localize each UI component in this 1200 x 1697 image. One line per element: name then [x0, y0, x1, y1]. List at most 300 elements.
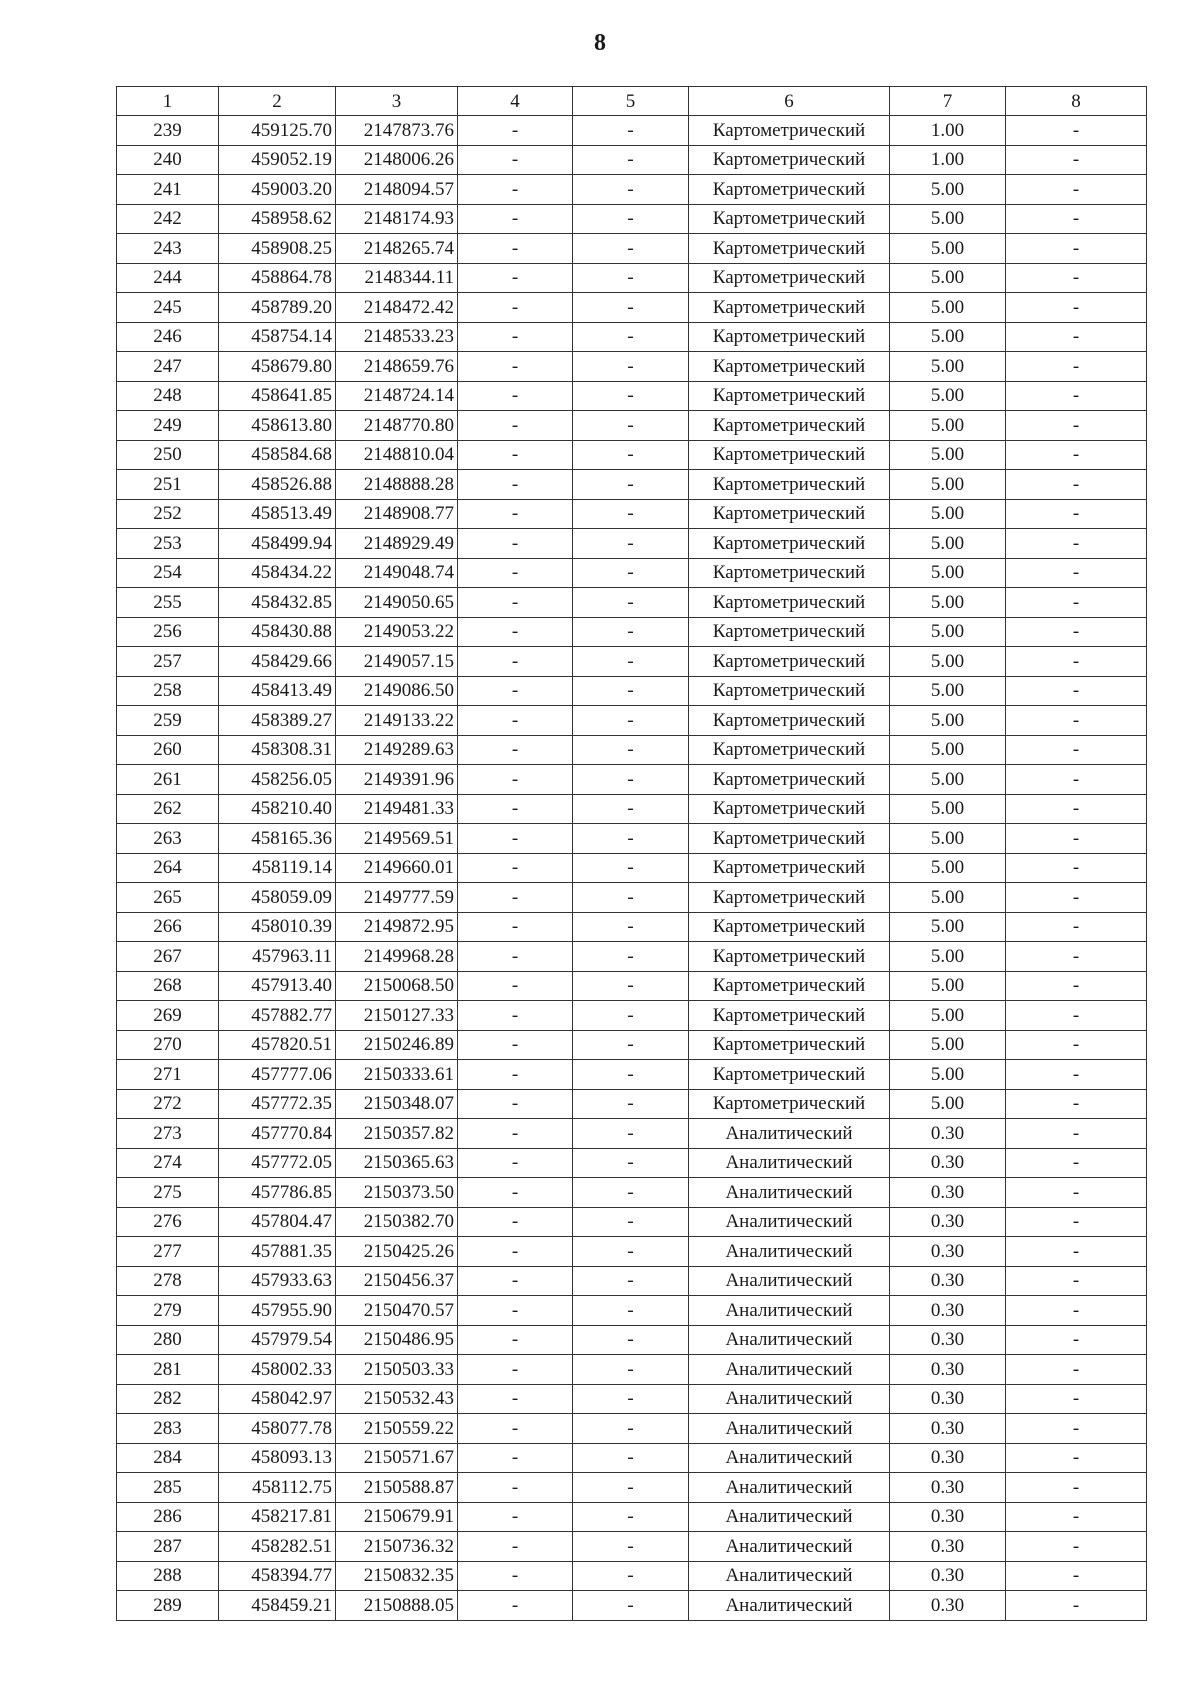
table-row: [117, 942, 1147, 972]
cell-y-coordinate: 2149048.74: [336, 558, 458, 588]
cell-method: Картометрический: [689, 263, 890, 293]
cell-point-number: 266: [117, 912, 219, 942]
cell-col-5: -: [573, 1119, 689, 1149]
table-row: [117, 204, 1147, 234]
cell-point-number: 253: [117, 529, 219, 559]
table-row: [117, 765, 1147, 795]
cell-col-8: -: [1006, 1178, 1147, 1208]
coordinates-table: [116, 86, 1147, 1621]
cell-x-coordinate: 459003.20: [219, 175, 336, 205]
cell-col-8: -: [1006, 1502, 1147, 1532]
cell-x-coordinate: 457772.05: [219, 1148, 336, 1178]
cell-method: Картометрический: [689, 175, 890, 205]
cell-col-4: -: [458, 145, 573, 175]
cell-col-8: -: [1006, 1148, 1147, 1178]
cell-method: Картометрический: [689, 145, 890, 175]
cell-x-coordinate: 458459.21: [219, 1591, 336, 1621]
cell-y-coordinate: 2148174.93: [336, 204, 458, 234]
table-row: [117, 322, 1147, 352]
table-row: [117, 735, 1147, 765]
cell-method: Картометрический: [689, 411, 890, 441]
cell-method: Картометрический: [689, 529, 890, 559]
cell-y-coordinate: 2148724.14: [336, 381, 458, 411]
cell-col-4: -: [458, 617, 573, 647]
table-row: [117, 263, 1147, 293]
cell-x-coordinate: 458112.75: [219, 1473, 336, 1503]
cell-point-number: 281: [117, 1355, 219, 1385]
cell-x-coordinate: 458958.62: [219, 204, 336, 234]
cell-col-8: -: [1006, 293, 1147, 323]
cell-col-8: -: [1006, 470, 1147, 500]
table-row: [117, 529, 1147, 559]
cell-y-coordinate: 2148533.23: [336, 322, 458, 352]
cell-method: Картометрический: [689, 794, 890, 824]
cell-accuracy: 0.30: [890, 1591, 1006, 1621]
cell-method: Картометрический: [689, 676, 890, 706]
cell-point-number: 254: [117, 558, 219, 588]
cell-accuracy: 5.00: [890, 706, 1006, 736]
cell-method: Картометрический: [689, 440, 890, 470]
cell-point-number: 282: [117, 1384, 219, 1414]
cell-x-coordinate: 458059.09: [219, 883, 336, 913]
cell-accuracy: 0.30: [890, 1296, 1006, 1326]
cell-y-coordinate: 2150503.33: [336, 1355, 458, 1385]
cell-x-coordinate: 457770.84: [219, 1119, 336, 1149]
cell-point-number: 270: [117, 1030, 219, 1060]
table-row: [117, 588, 1147, 618]
cell-col-4: -: [458, 175, 573, 205]
cell-point-number: 272: [117, 1089, 219, 1119]
cell-col-5: -: [573, 1591, 689, 1621]
cell-method: Картометрический: [689, 735, 890, 765]
cell-point-number: 279: [117, 1296, 219, 1326]
cell-accuracy: 5.00: [890, 676, 1006, 706]
cell-method: Аналитический: [689, 1384, 890, 1414]
cell-col-4: -: [458, 1384, 573, 1414]
cell-y-coordinate: 2149289.63: [336, 735, 458, 765]
cell-col-4: -: [458, 1296, 573, 1326]
table-row: [117, 1443, 1147, 1473]
table-row: [117, 1001, 1147, 1031]
table-row: [117, 1266, 1147, 1296]
cell-col-8: -: [1006, 794, 1147, 824]
cell-method: Картометрический: [689, 853, 890, 883]
cell-col-4: -: [458, 647, 573, 677]
cell-col-4: -: [458, 1532, 573, 1562]
cell-col-4: -: [458, 1502, 573, 1532]
cell-point-number: 260: [117, 735, 219, 765]
table-row: [117, 1414, 1147, 1444]
cell-col-5: -: [573, 1060, 689, 1090]
cell-col-8: -: [1006, 1561, 1147, 1591]
cell-accuracy: 5.00: [890, 558, 1006, 588]
cell-x-coordinate: 458165.36: [219, 824, 336, 854]
cell-y-coordinate: 2147873.76: [336, 116, 458, 146]
cell-col-4: -: [458, 1473, 573, 1503]
cell-accuracy: 5.00: [890, 263, 1006, 293]
cell-accuracy: 5.00: [890, 322, 1006, 352]
cell-col-4: -: [458, 942, 573, 972]
cell-accuracy: 5.00: [890, 942, 1006, 972]
cell-y-coordinate: 2150068.50: [336, 971, 458, 1001]
cell-method: Аналитический: [689, 1502, 890, 1532]
table-row: [117, 293, 1147, 323]
cell-accuracy: 5.00: [890, 1030, 1006, 1060]
cell-y-coordinate: 2149660.01: [336, 853, 458, 883]
cell-y-coordinate: 2150679.91: [336, 1502, 458, 1532]
cell-col-5: -: [573, 175, 689, 205]
cell-method: Картометрический: [689, 352, 890, 382]
cell-x-coordinate: 458093.13: [219, 1443, 336, 1473]
cell-point-number: 262: [117, 794, 219, 824]
cell-accuracy: 5.00: [890, 234, 1006, 264]
cell-col-8: -: [1006, 853, 1147, 883]
cell-y-coordinate: 2150486.95: [336, 1325, 458, 1355]
cell-col-5: -: [573, 824, 689, 854]
cell-point-number: 250: [117, 440, 219, 470]
cell-accuracy: 5.00: [890, 1089, 1006, 1119]
cell-point-number: 286: [117, 1502, 219, 1532]
cell-col-8: -: [1006, 1591, 1147, 1621]
cell-y-coordinate: 2150470.57: [336, 1296, 458, 1326]
page-number: 8: [594, 30, 606, 56]
cell-col-4: -: [458, 676, 573, 706]
cell-point-number: 243: [117, 234, 219, 264]
table-row: [117, 706, 1147, 736]
cell-col-5: -: [573, 1178, 689, 1208]
cell-method: Картометрический: [689, 322, 890, 352]
cell-point-number: 284: [117, 1443, 219, 1473]
cell-y-coordinate: 2150559.22: [336, 1414, 458, 1444]
cell-accuracy: 5.00: [890, 588, 1006, 618]
cell-x-coordinate: 458613.80: [219, 411, 336, 441]
cell-col-4: -: [458, 912, 573, 942]
cell-col-4: -: [458, 204, 573, 234]
cell-y-coordinate: 2148344.11: [336, 263, 458, 293]
cell-col-5: -: [573, 1030, 689, 1060]
cell-col-8: -: [1006, 765, 1147, 795]
cell-col-5: -: [573, 293, 689, 323]
cell-point-number: 244: [117, 263, 219, 293]
cell-x-coordinate: 457979.54: [219, 1325, 336, 1355]
cell-method: Картометрический: [689, 499, 890, 529]
cell-y-coordinate: 2149872.95: [336, 912, 458, 942]
cell-x-coordinate: 458217.81: [219, 1502, 336, 1532]
cell-col-5: -: [573, 234, 689, 264]
cell-method: Аналитический: [689, 1473, 890, 1503]
cell-method: Картометрический: [689, 381, 890, 411]
cell-y-coordinate: 2150348.07: [336, 1089, 458, 1119]
cell-method: Аналитический: [689, 1296, 890, 1326]
cell-col-4: -: [458, 116, 573, 146]
cell-col-8: -: [1006, 1119, 1147, 1149]
cell-x-coordinate: 457881.35: [219, 1237, 336, 1267]
cell-x-coordinate: 458789.20: [219, 293, 336, 323]
table-row: [117, 499, 1147, 529]
cell-x-coordinate: 458864.78: [219, 263, 336, 293]
cell-accuracy: 5.00: [890, 293, 1006, 323]
cell-col-5: -: [573, 470, 689, 500]
cell-point-number: 246: [117, 322, 219, 352]
cell-col-8: -: [1006, 588, 1147, 618]
cell-point-number: 245: [117, 293, 219, 323]
cell-point-number: 263: [117, 824, 219, 854]
cell-x-coordinate: 458432.85: [219, 588, 336, 618]
cell-col-5: -: [573, 1089, 689, 1119]
cell-col-4: -: [458, 1414, 573, 1444]
cell-col-5: -: [573, 706, 689, 736]
cell-col-8: -: [1006, 499, 1147, 529]
cell-accuracy: 5.00: [890, 499, 1006, 529]
cell-x-coordinate: 458256.05: [219, 765, 336, 795]
cell-accuracy: 5.00: [890, 440, 1006, 470]
cell-method: Картометрический: [689, 234, 890, 264]
cell-x-coordinate: 458679.80: [219, 352, 336, 382]
cell-method: Картометрический: [689, 204, 890, 234]
cell-method: Картометрический: [689, 971, 890, 1001]
cell-point-number: 239: [117, 116, 219, 146]
cell-col-8: -: [1006, 1266, 1147, 1296]
cell-col-8: -: [1006, 676, 1147, 706]
cell-col-5: -: [573, 588, 689, 618]
cell-x-coordinate: 457913.40: [219, 971, 336, 1001]
cell-col-5: -: [573, 1532, 689, 1562]
cell-col-8: -: [1006, 352, 1147, 382]
cell-col-5: -: [573, 883, 689, 913]
table-row: [117, 1502, 1147, 1532]
cell-col-4: -: [458, 1148, 573, 1178]
cell-col-5: -: [573, 1207, 689, 1237]
cell-y-coordinate: 2148472.42: [336, 293, 458, 323]
cell-method: Картометрический: [689, 470, 890, 500]
cell-col-5: -: [573, 853, 689, 883]
column-header-8: 8: [1006, 87, 1147, 116]
cell-y-coordinate: 2150333.61: [336, 1060, 458, 1090]
table-row: [117, 1591, 1147, 1621]
cell-y-coordinate: 2148908.77: [336, 499, 458, 529]
cell-point-number: 256: [117, 617, 219, 647]
cell-col-4: -: [458, 1178, 573, 1208]
cell-accuracy: 0.30: [890, 1414, 1006, 1444]
cell-col-5: -: [573, 1325, 689, 1355]
cell-method: Картометрический: [689, 883, 890, 913]
cell-accuracy: 1.00: [890, 116, 1006, 146]
cell-y-coordinate: 2150532.43: [336, 1384, 458, 1414]
cell-x-coordinate: 457963.11: [219, 942, 336, 972]
cell-point-number: 268: [117, 971, 219, 1001]
cell-col-4: -: [458, 1266, 573, 1296]
cell-x-coordinate: 458389.27: [219, 706, 336, 736]
cell-y-coordinate: 2148888.28: [336, 470, 458, 500]
cell-y-coordinate: 2149086.50: [336, 676, 458, 706]
cell-accuracy: 0.30: [890, 1266, 1006, 1296]
cell-col-8: -: [1006, 1355, 1147, 1385]
cell-col-5: -: [573, 440, 689, 470]
cell-y-coordinate: 2148659.76: [336, 352, 458, 382]
cell-x-coordinate: 458430.88: [219, 617, 336, 647]
cell-method: Аналитический: [689, 1414, 890, 1444]
table-row: [117, 824, 1147, 854]
cell-col-8: -: [1006, 735, 1147, 765]
cell-accuracy: 5.00: [890, 1001, 1006, 1031]
cell-accuracy: 0.30: [890, 1532, 1006, 1562]
column-header-4: 4: [458, 87, 573, 116]
cell-y-coordinate: 2148006.26: [336, 145, 458, 175]
cell-method: Картометрический: [689, 765, 890, 795]
cell-col-5: -: [573, 145, 689, 175]
cell-y-coordinate: 2150888.05: [336, 1591, 458, 1621]
cell-method: Аналитический: [689, 1178, 890, 1208]
cell-col-5: -: [573, 971, 689, 1001]
cell-y-coordinate: 2149050.65: [336, 588, 458, 618]
cell-x-coordinate: 458308.31: [219, 735, 336, 765]
cell-col-5: -: [573, 1237, 689, 1267]
cell-col-5: -: [573, 558, 689, 588]
cell-accuracy: 5.00: [890, 912, 1006, 942]
cell-y-coordinate: 2149481.33: [336, 794, 458, 824]
table-row: [117, 175, 1147, 205]
cell-method: Картометрический: [689, 1030, 890, 1060]
cell-y-coordinate: 2149777.59: [336, 883, 458, 913]
cell-y-coordinate: 2150588.87: [336, 1473, 458, 1503]
cell-point-number: 273: [117, 1119, 219, 1149]
cell-y-coordinate: 2148810.04: [336, 440, 458, 470]
column-header-1: 1: [117, 87, 219, 116]
cell-method: Картометрический: [689, 1001, 890, 1031]
cell-accuracy: 5.00: [890, 647, 1006, 677]
cell-accuracy: 5.00: [890, 735, 1006, 765]
cell-col-5: -: [573, 529, 689, 559]
column-header-7: 7: [890, 87, 1006, 116]
cell-method: Картометрический: [689, 116, 890, 146]
cell-col-4: -: [458, 1119, 573, 1149]
table-row: [117, 1207, 1147, 1237]
table-row: [117, 617, 1147, 647]
cell-col-8: -: [1006, 440, 1147, 470]
cell-point-number: 271: [117, 1060, 219, 1090]
cell-col-4: -: [458, 1443, 573, 1473]
cell-point-number: 285: [117, 1473, 219, 1503]
cell-x-coordinate: 459052.19: [219, 145, 336, 175]
cell-point-number: 249: [117, 411, 219, 441]
table-row: [117, 1237, 1147, 1267]
cell-method: Аналитический: [689, 1591, 890, 1621]
cell-col-8: -: [1006, 1001, 1147, 1031]
cell-col-5: -: [573, 1561, 689, 1591]
table-row: [117, 1355, 1147, 1385]
cell-col-4: -: [458, 529, 573, 559]
cell-col-8: -: [1006, 1207, 1147, 1237]
cell-point-number: 274: [117, 1148, 219, 1178]
cell-y-coordinate: 2149053.22: [336, 617, 458, 647]
cell-col-5: -: [573, 735, 689, 765]
cell-col-4: -: [458, 735, 573, 765]
cell-accuracy: 1.00: [890, 145, 1006, 175]
cell-col-4: -: [458, 440, 573, 470]
cell-col-8: -: [1006, 942, 1147, 972]
cell-x-coordinate: 457777.06: [219, 1060, 336, 1090]
cell-x-coordinate: 457933.63: [219, 1266, 336, 1296]
cell-point-number: 276: [117, 1207, 219, 1237]
cell-x-coordinate: 458394.77: [219, 1561, 336, 1591]
cell-col-8: -: [1006, 204, 1147, 234]
cell-col-5: -: [573, 1414, 689, 1444]
table-row: [117, 1060, 1147, 1090]
cell-point-number: 278: [117, 1266, 219, 1296]
cell-point-number: 247: [117, 352, 219, 382]
cell-accuracy: 5.00: [890, 824, 1006, 854]
cell-point-number: 240: [117, 145, 219, 175]
cell-col-5: -: [573, 116, 689, 146]
cell-y-coordinate: 2150365.63: [336, 1148, 458, 1178]
cell-col-4: -: [458, 470, 573, 500]
cell-col-8: -: [1006, 322, 1147, 352]
cell-x-coordinate: 458499.94: [219, 529, 336, 559]
cell-col-5: -: [573, 647, 689, 677]
table-row: [117, 352, 1147, 382]
table-row: [117, 971, 1147, 1001]
cell-col-4: -: [458, 322, 573, 352]
cell-col-5: -: [573, 499, 689, 529]
cell-point-number: 283: [117, 1414, 219, 1444]
cell-accuracy: 0.30: [890, 1325, 1006, 1355]
cell-method: Картометрический: [689, 588, 890, 618]
cell-col-8: -: [1006, 1532, 1147, 1562]
cell-col-8: -: [1006, 883, 1147, 913]
cell-accuracy: 5.00: [890, 411, 1006, 441]
column-header-2: 2: [219, 87, 336, 116]
cell-accuracy: 5.00: [890, 853, 1006, 883]
cell-accuracy: 0.30: [890, 1178, 1006, 1208]
cell-col-4: -: [458, 1030, 573, 1060]
cell-y-coordinate: 2150382.70: [336, 1207, 458, 1237]
cell-col-4: -: [458, 234, 573, 264]
cell-col-8: -: [1006, 1296, 1147, 1326]
cell-point-number: 288: [117, 1561, 219, 1591]
cell-col-5: -: [573, 1355, 689, 1385]
table-row: [117, 1030, 1147, 1060]
cell-col-4: -: [458, 1561, 573, 1591]
table-row: [117, 1561, 1147, 1591]
cell-col-4: -: [458, 883, 573, 913]
cell-point-number: 269: [117, 1001, 219, 1031]
cell-y-coordinate: 2148770.80: [336, 411, 458, 441]
cell-method: Аналитический: [689, 1532, 890, 1562]
cell-point-number: 242: [117, 204, 219, 234]
cell-col-8: -: [1006, 1473, 1147, 1503]
cell-accuracy: 0.30: [890, 1561, 1006, 1591]
cell-x-coordinate: 458077.78: [219, 1414, 336, 1444]
table-body: [117, 116, 1147, 1621]
cell-method: Картометрический: [689, 293, 890, 323]
cell-method: Картометрический: [689, 1089, 890, 1119]
cell-col-4: -: [458, 1207, 573, 1237]
cell-method: Аналитический: [689, 1237, 890, 1267]
cell-col-8: -: [1006, 1414, 1147, 1444]
cell-accuracy: 0.30: [890, 1237, 1006, 1267]
cell-y-coordinate: 2149133.22: [336, 706, 458, 736]
cell-x-coordinate: 458210.40: [219, 794, 336, 824]
cell-y-coordinate: 2148094.57: [336, 175, 458, 205]
cell-point-number: 267: [117, 942, 219, 972]
cell-accuracy: 0.30: [890, 1473, 1006, 1503]
cell-x-coordinate: 458282.51: [219, 1532, 336, 1562]
cell-accuracy: 5.00: [890, 529, 1006, 559]
cell-col-8: -: [1006, 411, 1147, 441]
cell-col-8: -: [1006, 1237, 1147, 1267]
cell-accuracy: 0.30: [890, 1384, 1006, 1414]
cell-accuracy: 5.00: [890, 1060, 1006, 1090]
